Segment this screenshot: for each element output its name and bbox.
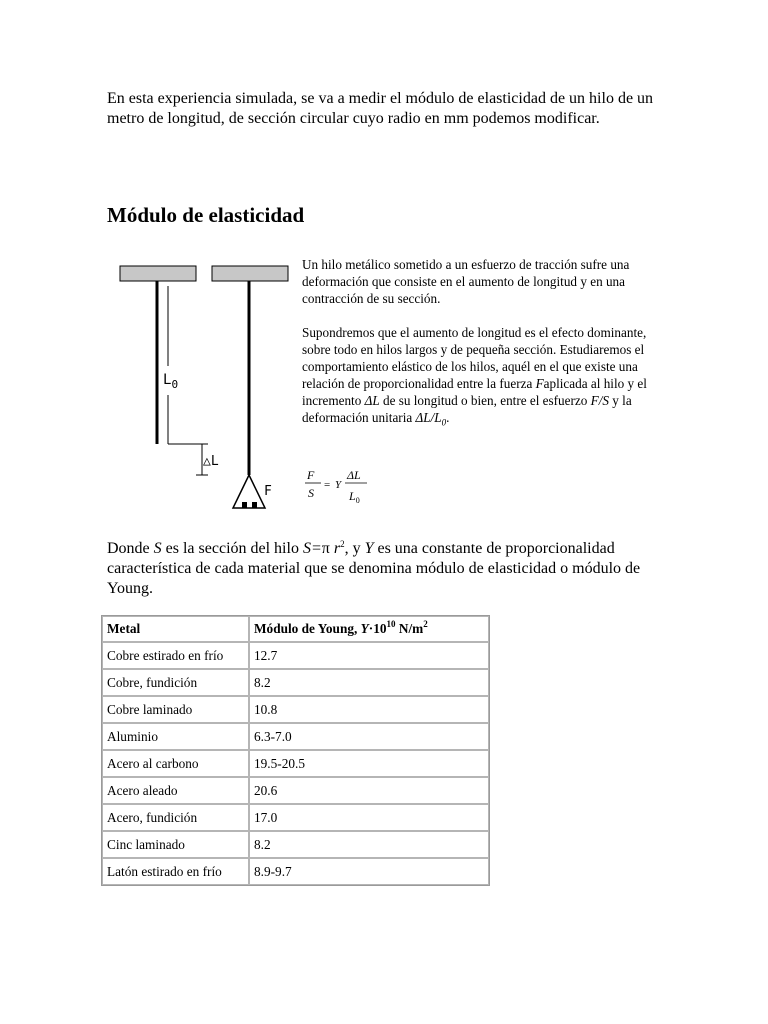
donde-paragraph: Donde S es la sección del hilo S=π $r^2$, y Y es una constante de proporcionalidad característica de cada material que se denomina módulo de elasticidad o módulo de Young.	[107, 539, 641, 597]
section-title: Módulo de elasticidad	[107, 203, 305, 227]
cell-metal: Acero al carbono	[102, 750, 249, 777]
cell-metal: Acero, fundición	[102, 804, 249, 831]
table-row	[102, 831, 489, 858]
cell-metal: Cobre, fundición	[102, 669, 249, 696]
cell-value: 12.7	[249, 642, 489, 669]
cell-value: 10.8	[249, 696, 489, 723]
table-row	[102, 858, 489, 885]
table-row	[102, 723, 489, 750]
header-metal: Metal	[102, 616, 249, 642]
cell-metal: Cobre estirado en frío	[102, 642, 249, 669]
support-right	[212, 266, 288, 281]
wire-diagram	[115, 262, 295, 512]
label-delta-l: △L	[203, 454, 219, 469]
cell-value: 8.2	[249, 669, 489, 696]
label-l0: $L_0$	[163, 372, 179, 391]
cell-value: 6.3-7.0	[249, 723, 489, 750]
cell-value: 8.2	[249, 831, 489, 858]
cell-metal: Aluminio	[102, 723, 249, 750]
young-modulus-table	[101, 615, 490, 886]
table-row	[102, 777, 489, 804]
svg-text:=: =	[324, 479, 331, 491]
svg-text:F: F	[307, 468, 315, 482]
table-header-row	[102, 616, 489, 642]
table-row	[102, 696, 489, 723]
young-formula	[303, 466, 383, 512]
svg-text:Y: Y	[335, 479, 342, 491]
weight-icon	[233, 475, 265, 508]
svg-text:S: S	[308, 486, 314, 500]
table-row	[102, 669, 489, 696]
table-row	[102, 750, 489, 777]
support-left	[120, 266, 196, 281]
table-row	[102, 804, 489, 831]
intro-paragraph: En esta experiencia simulada, se va a medir el módulo de elasticidad de un hilo de un metro de longitud, de sección circular cuyo radio en mm podemos modificar.	[107, 90, 654, 127]
table-row	[102, 642, 489, 669]
description-paragraph-1: Un hilo metálico sometido a un esfuerzo de tracción sufre una deformación que consiste en el aumento de longitud y en una contracción de su sección.	[302, 257, 630, 306]
description-block	[302, 256, 662, 449]
cell-metal: Acero aleado	[102, 777, 249, 804]
cell-metal: Cobre laminado	[102, 696, 249, 723]
label-force: F	[264, 484, 272, 499]
cell-value: 17.0	[249, 804, 489, 831]
svg-text:ΔL: ΔL	[347, 468, 361, 482]
cell-value: 8.9-9.7	[249, 858, 489, 885]
cell-metal: Latón estirado en frío	[102, 858, 249, 885]
cell-value: 19.5-20.5	[249, 750, 489, 777]
description-paragraph-2: Supondremos que el aumento de longitud es el efecto dominante, sobre todo en hilos largos y de pequeña sección. Estudiaremos el comportamiento elástico de los hilos, aquél en el que existe una relación de proporcionalidad entre la fuerza Faplicada al hilo y el incremento ΔL de su longitud o bien, entre el esfuerzo F/S y la deformación unitaria $\Delta L/L_0$.	[302, 325, 647, 428]
header-modulus: Módulo de Young, $Y\cdot 10^{10}$ $N/m^2$	[249, 616, 489, 642]
cell-metal: Cinc laminado	[102, 831, 249, 858]
cell-value: 20.6	[249, 777, 489, 804]
svg-text:L0: $L_0$	[349, 489, 360, 505]
